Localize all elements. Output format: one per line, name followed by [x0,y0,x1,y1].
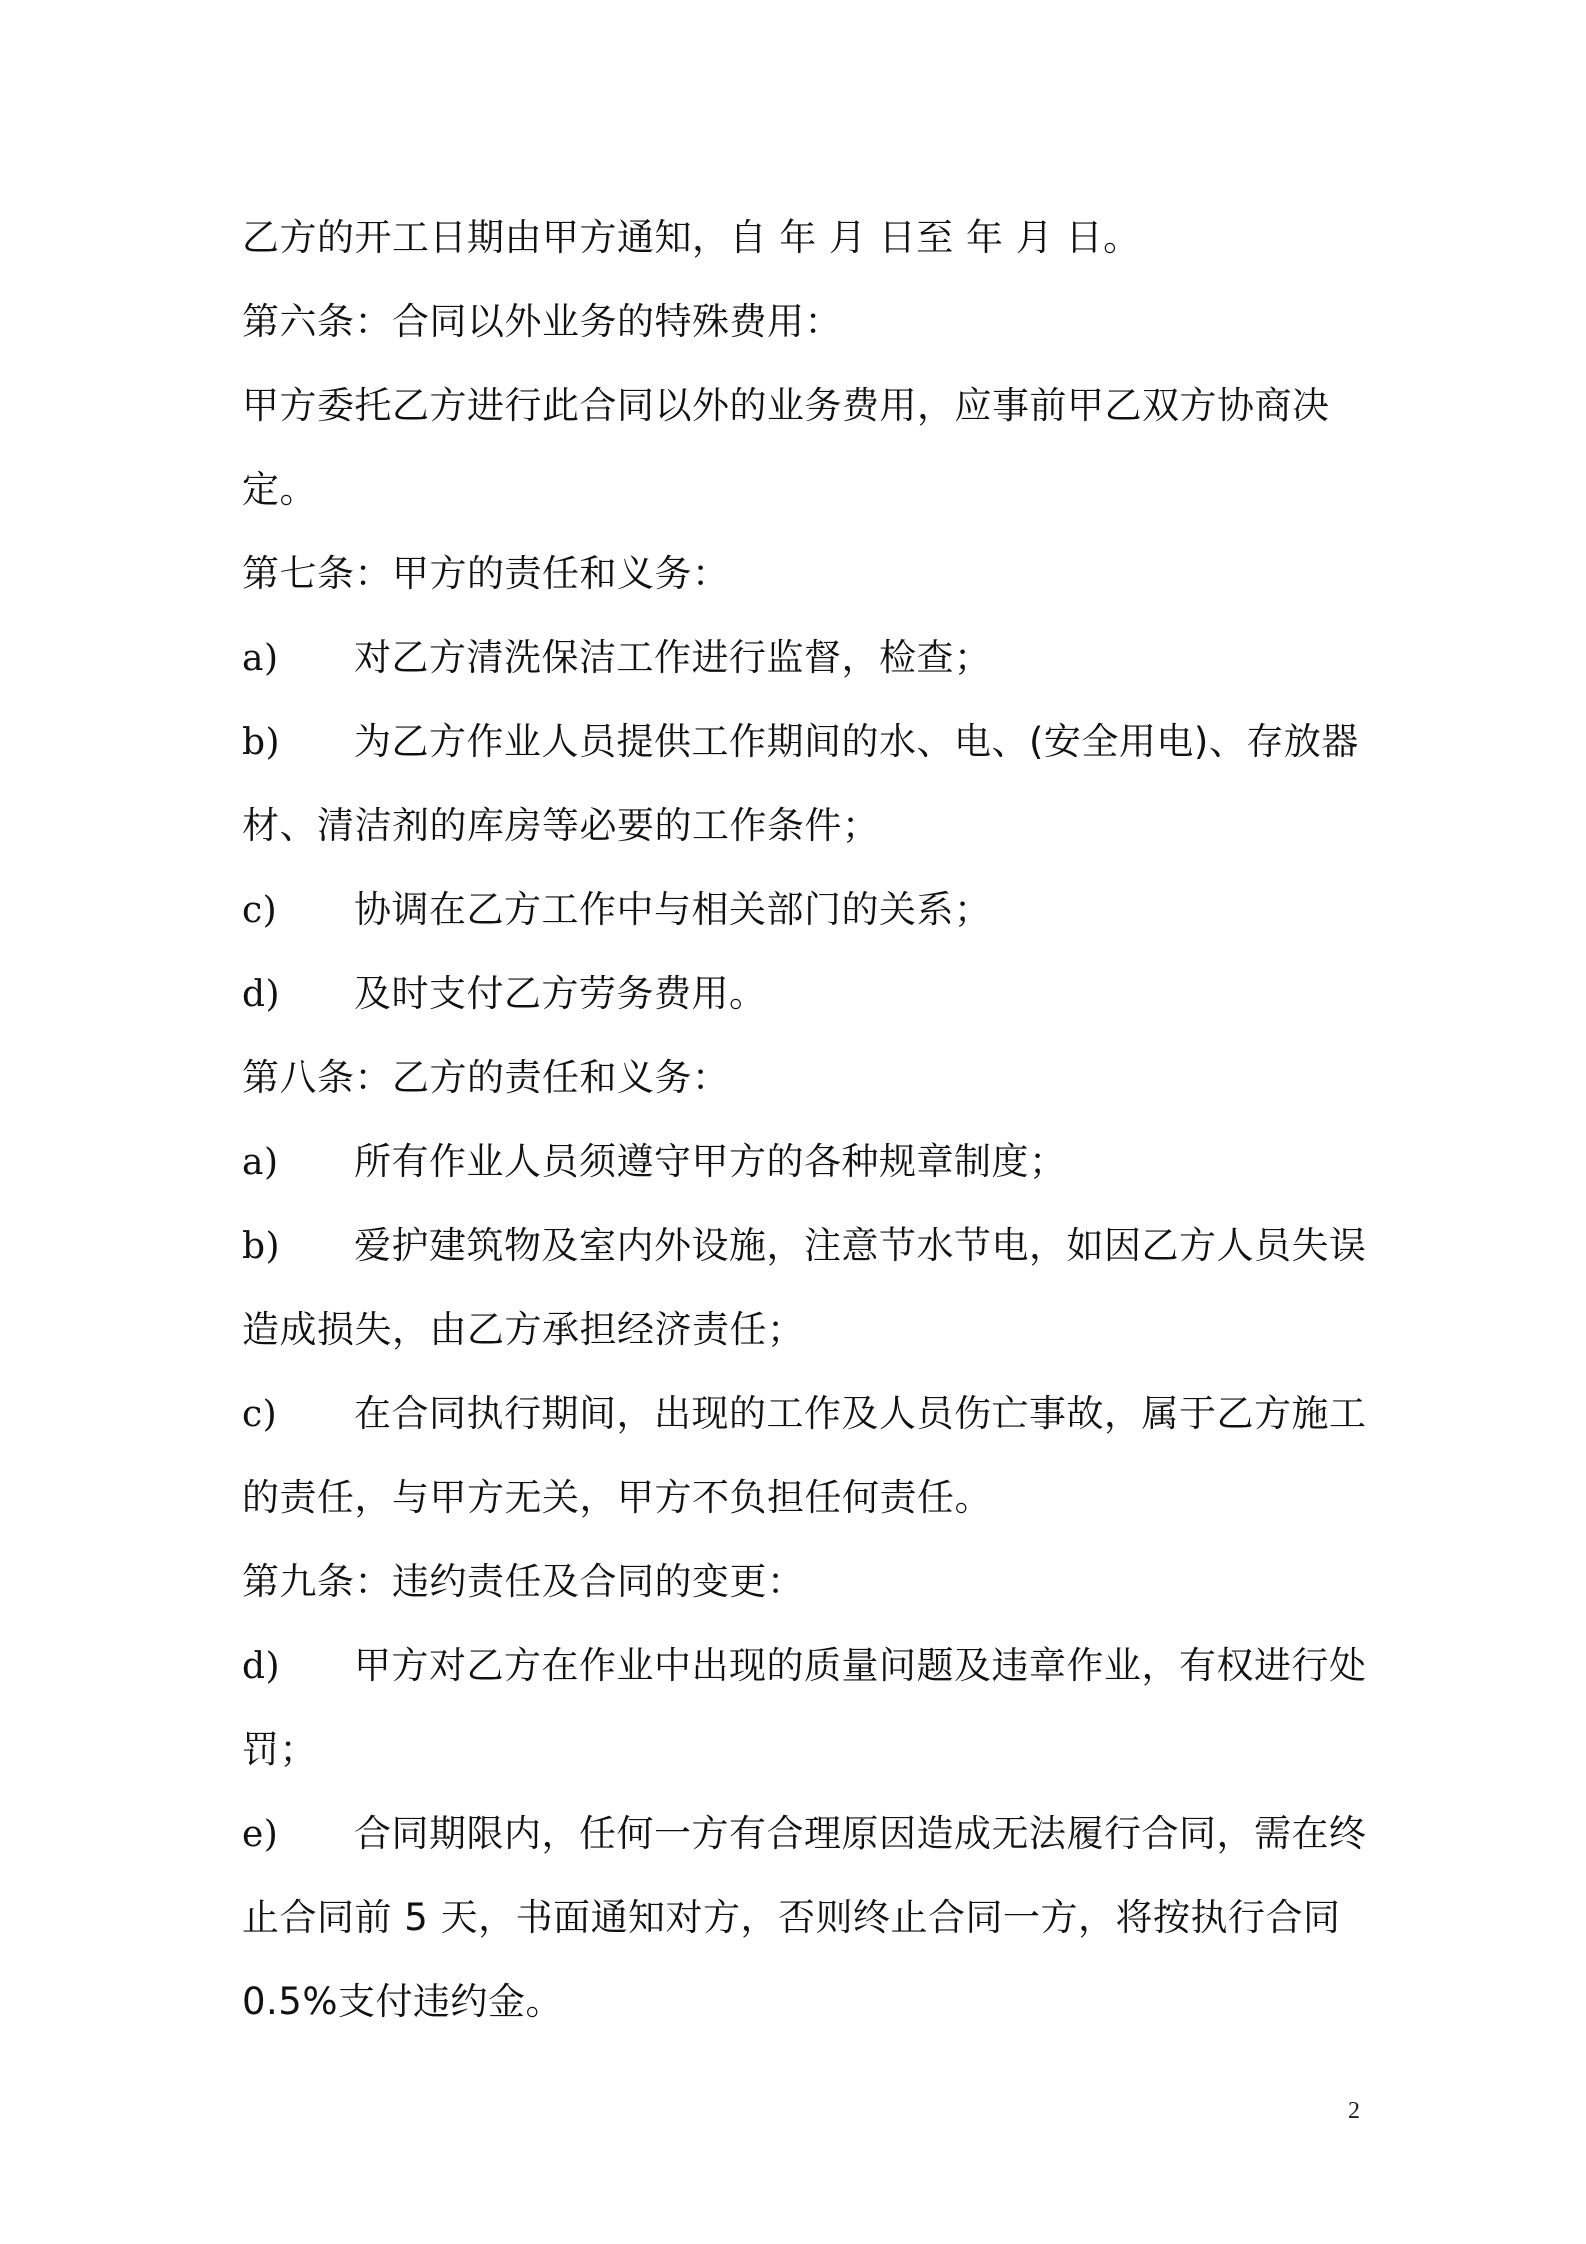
item-text: 爱护建筑物及室内外设施，注意节水节电，如因乙方人员失误 [354,1224,1367,1267]
article-6-text-continued: 定。 [242,468,317,511]
page-number: 2 [1348,2098,1360,2124]
item-text: 为乙方作业人员提供工作期间的水、电、(安全用电)、存放器 [354,720,1359,763]
item-marker: b) [242,722,281,763]
article-9-item-e-final: 0.5%支付违约金。 [242,1980,563,2023]
start-date-line: 乙方的开工日期由甲方通知，自 年 月 日至 年 月 日。 [242,216,1141,259]
item-marker: c) [242,890,278,931]
article-7-item-b-continued: 材、清洁剂的库房等必要的工作条件； [242,804,880,847]
article-9-item-e-continued: 止合同前 5 天，书面通知对方，否则终止合同一方，将按执行合同 [242,1896,1341,1939]
item-text: 及时支付乙方劳务费用。 [354,972,767,1015]
item-marker: c) [242,1394,278,1435]
item-text: 对乙方清洗保洁工作进行监督，检查； [354,636,992,679]
article-6-heading: 第六条：合同以外业务的特殊费用： [242,300,842,343]
item-marker: e) [242,1814,279,1855]
article-7-item-c [242,868,1362,952]
article-9-heading: 第九条：违约责任及合同的变更： [242,1560,805,1603]
article-8-item-b [242,1204,1367,1288]
article-7-item-d [242,952,1362,1036]
article-6-text: 甲方委托乙方进行此合同以外的业务费用，应事前甲乙双方协商决 [242,384,1330,427]
article-9-item-d [242,1624,1367,1708]
item-text: 所有作业人员须遵守甲方的各种规章制度； [354,1140,1067,1183]
article-7-item-a [242,616,1362,700]
article-7-heading: 第七条：甲方的责任和义务： [242,552,730,595]
item-text: 在合同执行期间，出现的工作及人员伤亡事故，属于乙方施工 [354,1392,1367,1435]
item-marker: d) [242,974,281,1015]
article-8-item-b-continued: 造成损失，由乙方承担经济责任； [242,1308,805,1351]
article-8-item-a [242,1120,1362,1204]
article-8-item-c [242,1372,1367,1456]
item-text: 合同期限内，任何一方有合理原因造成无法履行合同，需在终 [354,1812,1367,1855]
item-marker: b) [242,1226,281,1267]
item-text: 甲方对乙方在作业中出现的质量问题及违章作业，有权进行处 [354,1644,1367,1687]
article-8-item-c-continued: 的责任，与甲方无关，甲方不负担任何责任。 [242,1476,992,1519]
item-marker: d) [242,1646,281,1687]
article-8-heading: 第八条：乙方的责任和义务： [242,1056,730,1099]
article-9-item-e [242,1792,1367,1876]
item-marker: a) [242,1142,279,1183]
item-marker: a) [242,638,279,679]
article-9-item-d-continued: 罚； [242,1728,317,1771]
contract-body [242,196,1367,2044]
article-7-item-b [242,700,1362,784]
item-text: 协调在乙方工作中与相关部门的关系； [354,888,992,931]
